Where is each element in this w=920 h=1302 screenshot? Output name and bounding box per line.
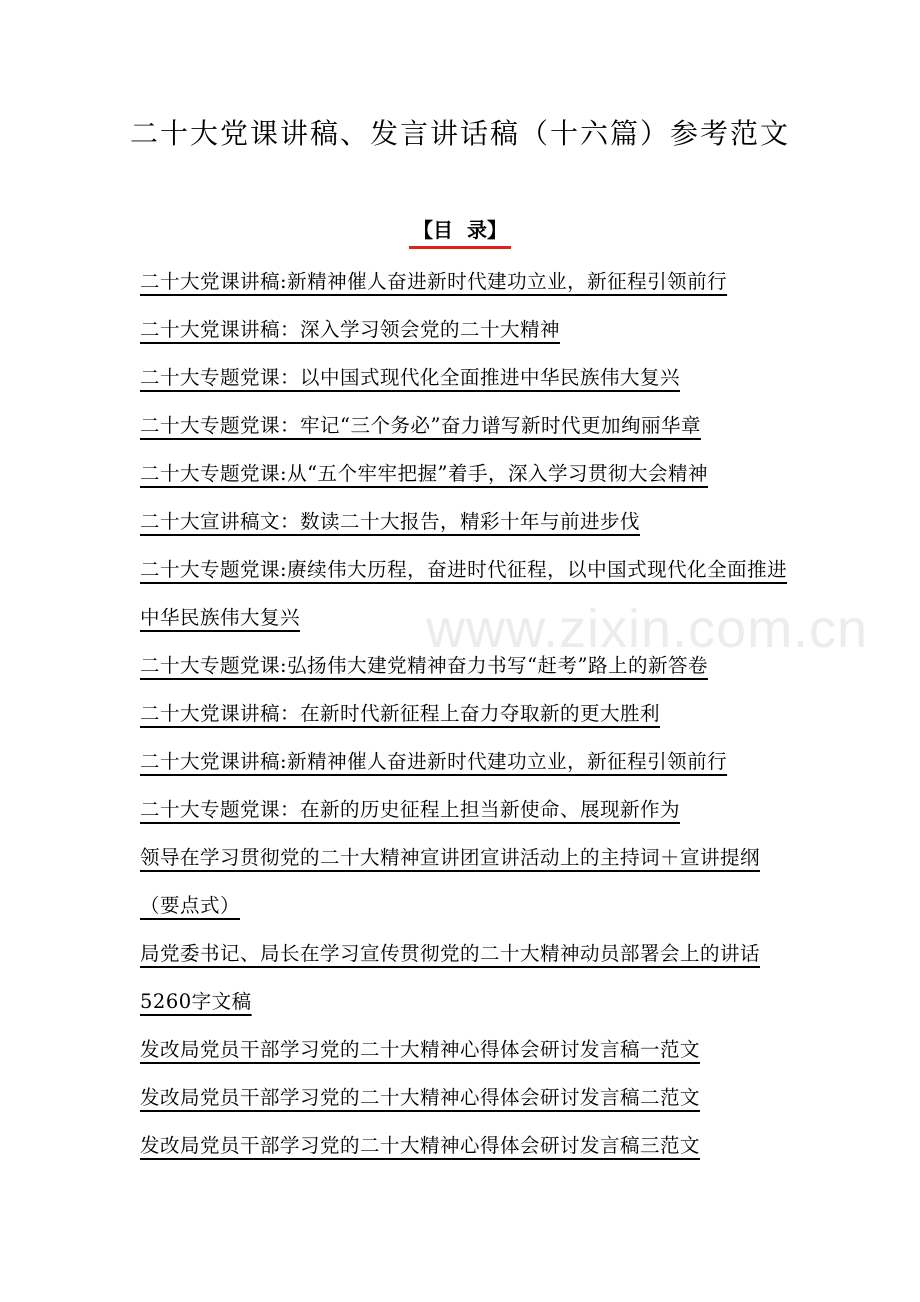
toc-item-12[interactable] [140,834,790,930]
toc-link[interactable]: 领导在学习贯彻党的二十大精神宣讲团宣讲活动上的主持词＋宣讲提纲（要点式） [140,846,761,917]
toc-link[interactable]: 二十大专题党课：牢记“三个务必”奋力谱写新时代更加绚丽华章 [140,414,701,437]
toc-item-1[interactable] [140,258,790,306]
toc-link[interactable]: 二十大专题党课:赓续伟大历程，奋进时代征程，以中国式现代化全面推进中华民族伟大复兴 [140,558,788,629]
toc-item-8[interactable] [140,642,790,690]
toc-link[interactable]: 发改局党员干部学习党的二十大精神心得体会研讨发言稿三范文 [140,1134,701,1157]
toc-link[interactable]: 局党委书记、局长在学习宣传贯彻党的二十大精神动员部署会上的讲话5260字文稿 [140,942,761,1013]
toc-link[interactable]: 二十大党课讲稿:新精神催人奋进新时代建功立业，新征程引领前行 [140,750,728,773]
toc-link[interactable]: 发改局党员干部学习党的二十大精神心得体会研讨发言稿二范文 [140,1086,701,1109]
toc-heading: 【目 录】 [409,214,511,249]
document-title: 二十大党课讲稿、发言讲话稿（十六篇）参考范文 [129,117,790,150]
toc-item-7[interactable] [140,546,790,642]
toc-item-14[interactable] [140,1026,790,1074]
toc-link[interactable]: 二十大专题党课:从“五个牢牢把握”着手，深入学习贯彻大会精神 [140,462,709,485]
toc-item-3[interactable] [140,354,790,402]
toc-link[interactable]: 二十大专题党课:弘扬伟大建党精神奋力书写“赶考”路上的新答卷 [140,654,709,677]
toc-link[interactable]: 二十大党课讲稿:新精神催人奋进新时代建功立业，新征程引领前行 [140,270,728,293]
toc-item-15[interactable] [140,1074,790,1122]
toc-link[interactable]: 二十大党课讲稿：在新时代新征程上奋力夺取新的更大胜利 [140,702,661,725]
toc-link[interactable]: 二十大宣讲稿文：数读二十大报告，精彩十年与前进步伐 [140,510,641,533]
toc-link[interactable]: 二十大党课讲稿：深入学习领会党的二十大精神 [140,318,561,341]
toc-heading-container [0,214,920,249]
table-of-contents [140,258,790,1170]
toc-link[interactable]: 二十大专题党课：以中国式现代化全面推进中华民族伟大复兴 [140,366,681,389]
toc-item-16[interactable] [140,1122,790,1170]
toc-item-5[interactable] [140,450,790,498]
toc-link[interactable]: 发改局党员干部学习党的二十大精神心得体会研讨发言稿一范文 [140,1038,701,1061]
toc-item-9[interactable] [140,690,790,738]
toc-link[interactable]: 二十大专题党课：在新的历史征程上担当新使命、展现新作为 [140,798,681,821]
toc-item-6[interactable] [140,498,790,546]
toc-item-11[interactable] [140,786,790,834]
toc-item-13[interactable] [140,930,790,1026]
watermark: www.zixin.com.cn [426,599,869,659]
toc-item-10[interactable] [140,738,790,786]
toc-item-2[interactable] [140,306,790,354]
toc-item-4[interactable] [140,402,790,450]
